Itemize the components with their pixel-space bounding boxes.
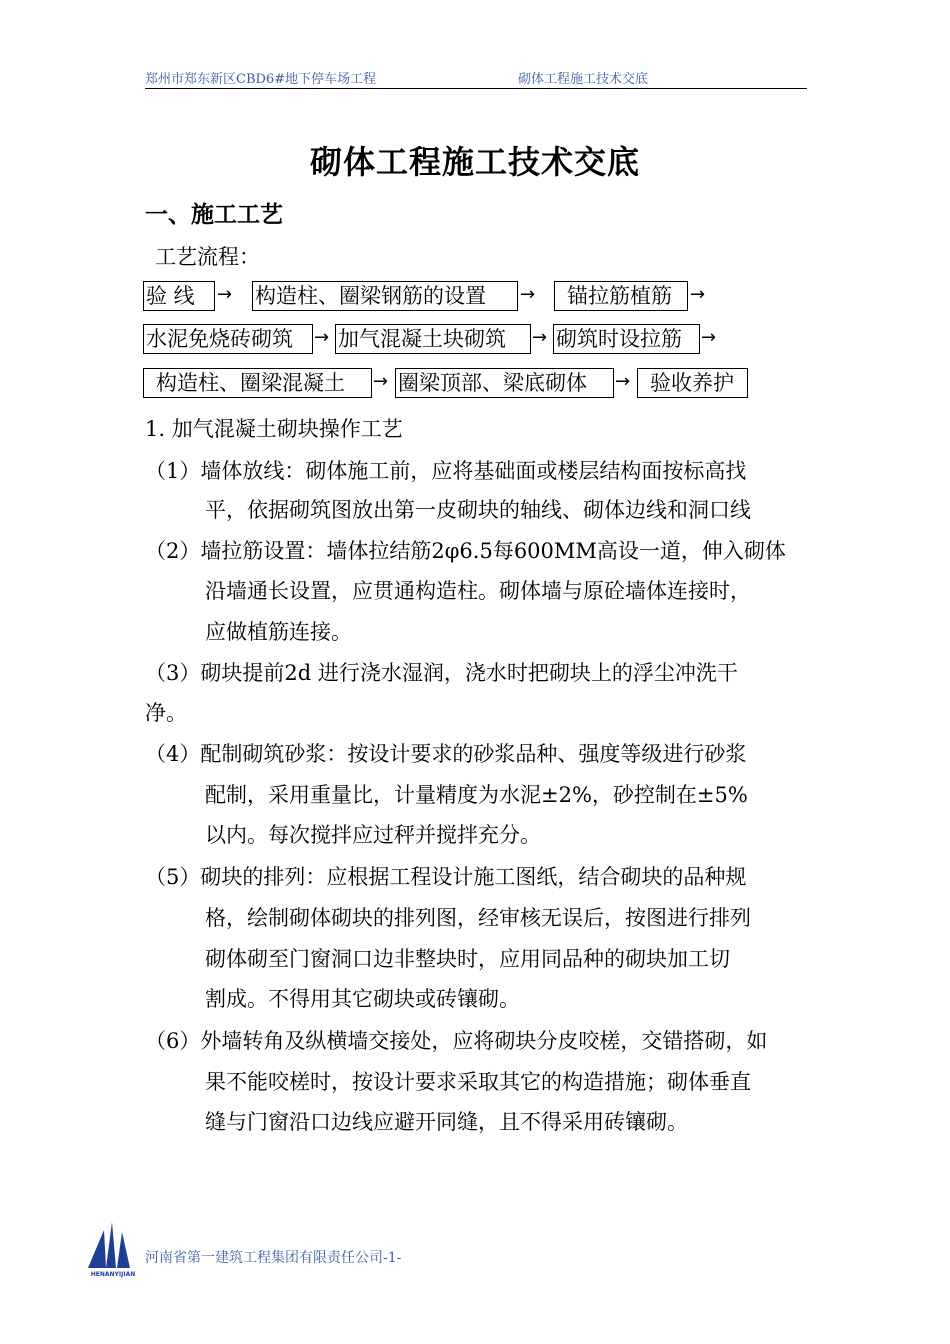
paragraph-line: 应做植筋连接。 bbox=[205, 620, 352, 644]
paragraph-line: （6）外墙转角及纵横墙交接处，应将砌块分皮咬槎，交错搭砌，如 bbox=[145, 1029, 768, 1053]
flow-arrow: → bbox=[690, 284, 706, 305]
paragraph-line: （2）墙拉筋设置：墙体拉结筋2φ6.5每600MM高设一道，伸入砌体 bbox=[145, 539, 786, 563]
flow-step: 圈梁顶部、梁底砌体 bbox=[395, 368, 614, 398]
paragraph-line: 平，依据砌筑图放出第一皮砌块的轴线、砌体边线和洞口线 bbox=[205, 498, 751, 522]
flow-label: 工艺流程： bbox=[155, 245, 260, 269]
flow-step: 砌筑时设拉筋 bbox=[553, 324, 700, 354]
paragraph-line: 以内。每次搅拌应过秤并搅拌充分。 bbox=[205, 823, 541, 847]
flow-arrow: → bbox=[615, 371, 631, 392]
paragraph-line: （4）配制砌筑砂浆：按设计要求的砂浆品种、强度等级进行砂浆 bbox=[145, 742, 747, 766]
document-title: 砌体工程施工技术交底 bbox=[309, 143, 640, 181]
flow-step: 验 线 bbox=[143, 281, 215, 311]
flow-row-3 bbox=[0, 368, 950, 398]
header-project: 郑州市郑东新区CBD6#地下停车场工程 bbox=[145, 72, 377, 87]
flow-row-1 bbox=[0, 281, 950, 311]
flow-row-2 bbox=[0, 324, 950, 354]
section-heading: 一、施工工艺 bbox=[145, 202, 283, 228]
page-header bbox=[145, 66, 807, 89]
flow-step: 水泥免烧砖砌筑 bbox=[143, 324, 313, 354]
paragraph-line: 果不能咬槎时，按设计要求采取其它的构造措施；砌体垂直 bbox=[205, 1070, 751, 1094]
flow-arrow: → bbox=[701, 327, 717, 348]
flow-step: 构造柱、圈梁钢筋的设置 bbox=[252, 281, 518, 311]
flow-arrow: → bbox=[532, 327, 548, 348]
logo-text: HENANYIJIAN bbox=[90, 1271, 136, 1278]
flow-step: 锚拉筋植筋 bbox=[554, 281, 688, 311]
paragraph-line: （3）砌块提前2d 进行浇水湿润，浇水时把砌块上的浮尘冲洗干 bbox=[145, 661, 738, 685]
paragraph-line: 缝与门窗沿口边线应避开同缝，且不得采用砖镶砌。 bbox=[205, 1110, 688, 1134]
paragraph-line: 配制，采用重量比，计量精度为水泥±2%，砂控制在±5% bbox=[205, 783, 748, 807]
item-title: 1. 加气混凝土砌块操作工艺 bbox=[145, 417, 403, 441]
flow-step: 验收养护 bbox=[637, 368, 748, 398]
paragraph-line: 格，绘制砌体砌块的排列图，经审核无误后，按图进行排列 bbox=[205, 906, 751, 930]
paragraph-line: （1）墙体放线：砌体施工前，应将基础面或楼层结构面按标高找 bbox=[145, 459, 747, 483]
paragraph-line: 沿墙通长设置，应贯通构造柱。砌体墙与原砼墙体连接时， bbox=[205, 579, 751, 603]
footer-company: 河南省第一建筑工程集团有限责任公司-1- bbox=[145, 1250, 402, 1266]
flow-arrow: → bbox=[314, 327, 330, 348]
flow-step: 构造柱、圈梁混凝土 bbox=[143, 368, 372, 398]
flow-arrow: → bbox=[373, 371, 389, 392]
flow-arrow: → bbox=[520, 284, 536, 305]
paragraph-line: （5）砌块的排列：应根据工程设计施工图纸，结合砌块的品种规 bbox=[145, 865, 747, 889]
flow-arrow: → bbox=[217, 284, 233, 305]
paragraph-line: 砌体砌至门窗洞口边非整块时，应用同品种的砌块加工切 bbox=[205, 947, 730, 971]
paragraph-line: 割成。不得用其它砌块或砖镶砌。 bbox=[205, 987, 520, 1011]
flow-step: 加气混凝土块砌筑 bbox=[335, 324, 531, 354]
paragraph-line: 净。 bbox=[145, 701, 187, 725]
company-logo bbox=[84, 1218, 142, 1278]
header-doc-title: 砌体工程施工技术交底 bbox=[518, 72, 649, 87]
